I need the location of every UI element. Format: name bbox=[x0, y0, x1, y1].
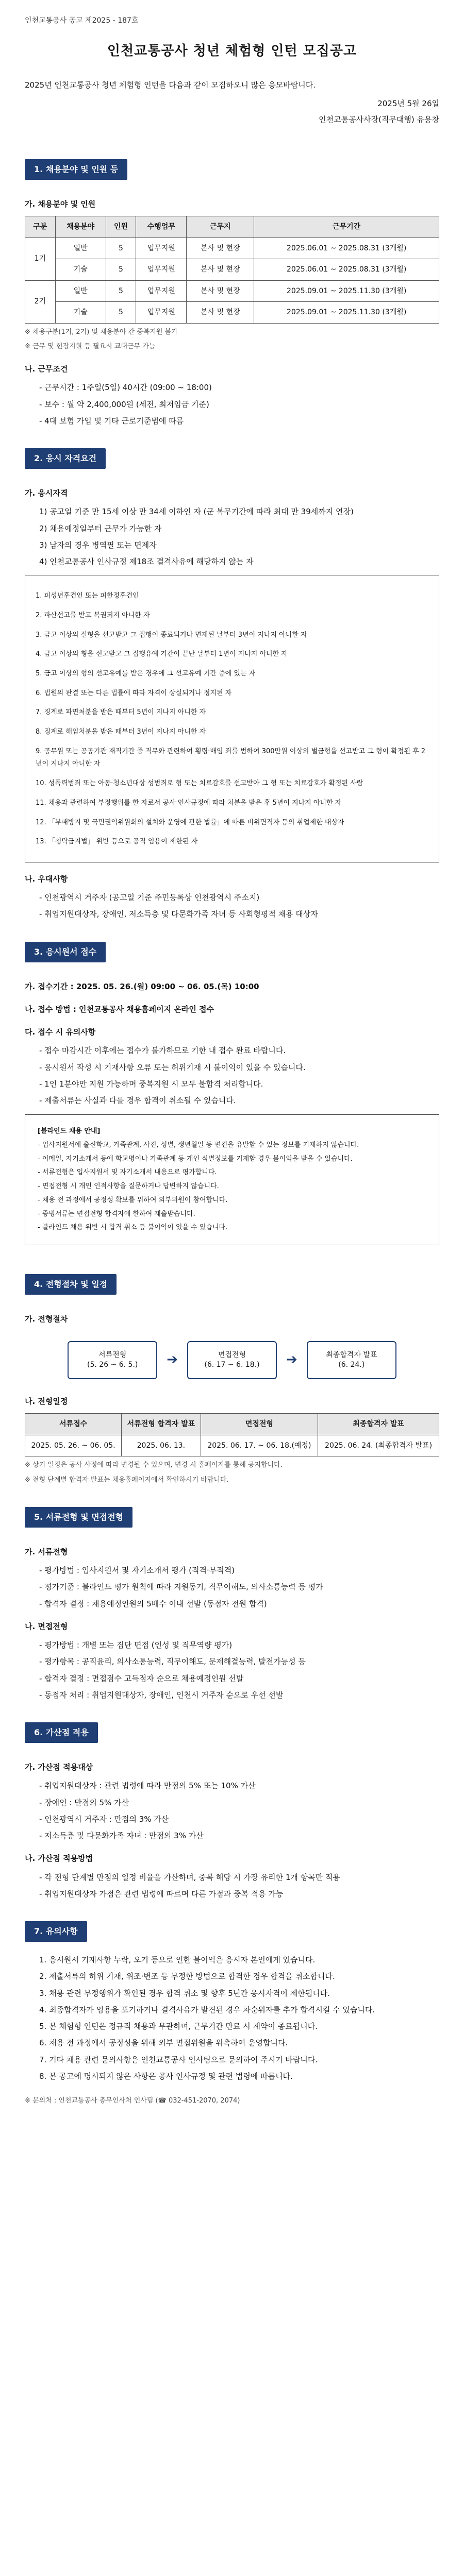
section-5-heading: 5. 서류전형 및 면접전형 bbox=[25, 1507, 132, 1528]
table-row: 기술 5 업무지원 본사 및 현장 2025.06.01 ~ 2025.08.31 (3개월) bbox=[25, 259, 439, 281]
s3-sub-method: 나. 접수 방법 : 인천교통공사 채용홈페이지 온라인 접수 bbox=[25, 1004, 214, 1014]
contact-info: ※ 문의처 : 인천교통공사 총무인사처 인사팀 (☎ 032-451-2070, 2074) bbox=[25, 2097, 240, 2105]
document-line: - 평가방법 : 입사지원서 및 자기소개서 평가 (적격·부적격) bbox=[39, 1566, 235, 1575]
bonus-method-line: - 각 전형 단계별 만점의 일정 비율을 가산하며, 중복 해당 시 가장 유리한 1개 항목만 적용 bbox=[39, 1872, 340, 1882]
preference-line: - 인천광역시 거주자 (공고일 기준 주민등록상 인천광역시 주소지) bbox=[39, 893, 260, 903]
caution-line: 8. 본 공고에 명시되지 않은 사항은 공사 인사규정 및 관련 법령에 따릅니다. bbox=[39, 2071, 293, 2081]
bonus-line: - 취업지원대상자 : 관련 법령에 따라 만점의 5% 또는 10% 가산 bbox=[39, 1781, 256, 1791]
recruit-table-header: 구분 채용분야 인원 수행업무 근무지 근무기간 bbox=[25, 216, 439, 238]
condition-hours: - 근무시간 : 1주일(5일) 40시간 (09:00 ~ 18:00) bbox=[39, 383, 212, 393]
arrow-right-icon: ➔ bbox=[286, 1352, 297, 1368]
process-flow bbox=[25, 1341, 439, 1379]
table-row: 2025. 05. 26. ~ 06. 05. 2025. 06. 13. 2025. 06. 17. ~ 06. 18.(예정) 2025. 06. 24. (최종합격자 발표) bbox=[25, 1435, 439, 1456]
schedule-table-header: 서류접수 서류전형 합격자 발표 면접전형 최종합격자 발표 bbox=[25, 1414, 439, 1435]
caution-line: 5. 본 체험형 인턴은 정규직 채용과 무관하며, 근무기간 만료 시 계약이 종료됩니다. bbox=[39, 2022, 318, 2031]
eligibility-line: 4) 인천교통공사 인사규정 제18조 결격사유에 해당하지 않는 자 bbox=[39, 557, 254, 566]
blind-recruit-box: [블라인드 채용 안내] - 입사지원서에 출신학교, 가족관계, 사진, 성별, 생년월일 등 편견을 유발할 수 있는 정보를 기재하지 않습니다. - 이메일, 자기소개서 등에 학교명이나 가족관계 등 개인 식별정보를 기재할 경우 불이익을 받을 수 있습니다. - 서류전형은 입사지원서 및 자기소개서 내용으로 평가합니다. - 면접전형 시 개인 인적사항을 질문하거나 답변하지 않습니다. - 채용 전 과정에서 공정성 확보를 위하여 외부위원이 참여합니다. - 증빙서류는 면접전형 합격자에 한하여 제출받습니다. - 블라인드 채용 위반 시 합격 취소 등 불이익이 있을 수 있습니다. bbox=[25, 1114, 439, 1245]
schedule-note: ※ 상기 일정은 공사 사정에 따라 변경될 수 있으며, 변경 시 홈페이지를 통해 공지합니다. bbox=[25, 1461, 283, 1469]
eligibility-line: 3) 남자의 경우 병역필 또는 면제자 bbox=[39, 540, 157, 550]
s5-sub-document: 가. 서류전형 bbox=[25, 1547, 68, 1556]
section-2-heading: 2. 응시 자격요건 bbox=[25, 448, 106, 469]
bonus-method-line: - 취업지원대상자 가점은 관련 법령에 따르며 다른 가점과 중복 적용 가능 bbox=[39, 1889, 284, 1899]
caution-line: 4. 최종합격자가 임용을 포기하거나 결격사유가 발견된 경우 차순위자를 추가 합격시킬 수 있습니다. bbox=[39, 2005, 375, 2014]
recruit-note-2: ※ 근무 및 현장지원 등 필요시 교대근무 가능 bbox=[25, 343, 156, 351]
table-row: 기술 5 업무지원 본사 및 현장 2025.09.01 ~ 2025.11.30 (3개월) bbox=[25, 302, 439, 324]
recruit-note-1: ※ 채용구분(1기, 2기) 및 채용분야 간 중복지원 불가 bbox=[25, 328, 178, 336]
eligibility-line: 1) 공고일 기준 만 15세 이상 만 34세 이하인 자 (군 복무기간에 따라 최대 만 39세까지 연장) bbox=[39, 507, 354, 517]
schedule-table bbox=[25, 1413, 439, 1456]
s2-sub-preference: 나. 우대사항 bbox=[25, 874, 68, 884]
blind-recruit-title: [블라인드 채용 안내] bbox=[38, 1127, 101, 1136]
section-3-heading: 3. 응시원서 접수 bbox=[25, 942, 106, 962]
section-7-heading: 7. 유의사항 bbox=[25, 1921, 87, 1942]
bonus-line: - 저소득층 및 다문화가족 자녀 : 만점의 3% 가산 bbox=[39, 1831, 204, 1841]
s6-sub-method: 나. 가산점 적용방법 bbox=[25, 1854, 93, 1863]
table-row: 2기 일반 5 업무지원 본사 및 현장 2025.09.01 ~ 2025.11.30 (3개월) bbox=[25, 280, 439, 302]
document-line: - 평가기준 : 블라인드 평가 원칙에 따라 지원동기, 직무이해도, 의사소통능력 등 평가 bbox=[39, 1582, 323, 1592]
s2-sub-eligibility: 가. 응시자격 bbox=[25, 488, 68, 498]
s1-sub-conditions: 나. 근무조건 bbox=[25, 364, 68, 374]
s3-sub-period: 가. 접수기간 : 2025. 05. 26.(월) 09:00 ~ 06. 05.(목) 10:00 bbox=[25, 981, 259, 991]
s3-sub-notes: 다. 접수 시 유의사항 bbox=[25, 1027, 96, 1037]
condition-pay: - 보수 : 월 약 2,400,000원 (세전, 최저임금 기준) bbox=[39, 399, 209, 409]
lead-text: 2025년 인천교통공사 청년 체험형 인턴을 다음과 같이 모집하오니 많은 응모바랍니다. bbox=[25, 80, 316, 90]
document-line: - 합격자 결정 : 채용예정인원의 5배수 이내 선발 (동점자 전원 합격) bbox=[39, 1599, 267, 1608]
s1-sub-recruit: 가. 채용분야 및 인원 bbox=[25, 199, 96, 209]
application-note: - 제출서류는 사실과 다를 경우 합격이 취소될 수 있습니다. bbox=[39, 1096, 236, 1106]
eligibility-line: 2) 채용예정일부터 근무가 가능한 자 bbox=[39, 523, 162, 533]
bonus-line: - 인천광역시 거주자 : 만점의 3% 가산 bbox=[39, 1814, 169, 1824]
arrow-right-icon: ➔ bbox=[167, 1352, 178, 1368]
s4-sub-schedule: 나. 전형일정 bbox=[25, 1397, 68, 1406]
process-step-interview: 면접전형 (6. 17 ~ 6. 18.) bbox=[187, 1341, 277, 1379]
process-step-final: 최종합격자 발표 (6. 24.) bbox=[307, 1341, 396, 1379]
interview-line: - 평가항목 : 공직윤리, 의사소통능력, 직무이해도, 문제해결능력, 발전가능성 등 bbox=[39, 1657, 306, 1667]
preference-line: - 취업지원대상자, 장애인, 저소득층 및 다문화가족 자녀 등 사회형평적 채용 대상자 bbox=[39, 909, 318, 919]
interview-line: - 동점자 처리 : 취업지원대상자, 장애인, 인천시 거주자 순으로 우선 선발 bbox=[39, 1690, 284, 1700]
application-note: - 응시원서 작성 시 기재사항 오류 또는 허위기재 시 불이익이 있을 수 있습니다. bbox=[39, 1062, 306, 1072]
notice-number: 인천교통공사 공고 제2025 - 187호 bbox=[25, 16, 139, 25]
page-title: 인천교통공사 청년 체험형 인턴 모집공고 bbox=[107, 43, 357, 59]
s6-sub-target: 가. 가산점 적용대상 bbox=[25, 1762, 93, 1772]
section-1-heading: 1. 채용분야 및 인원 등 bbox=[25, 159, 127, 180]
caution-line: 1. 응시원서 기재사항 누락, 오기 등으로 인한 불이익은 응시자 본인에게 있습니다. bbox=[39, 1955, 316, 1965]
condition-insurance: - 4대 보험 가입 및 기타 근로기준법에 따름 bbox=[39, 416, 184, 426]
disqualification-box: 1. 피성년후견인 또는 피한정후견인 2. 파산선고를 받고 복권되지 아니한 자 3. 금고 이상의 실형을 선고받고 그 집행이 종료되거나 면제된 날부터 3년이 지나지 아니한 자 4. 금고 이상의 형을 선고받고 그 집행유예 기간이 끝난 날부터 1년이 지나지 아니한 자 5. 금고 이상의 형의 선고유예를 받은 경우에 그 선고유예 기간 중에 있는 자 6. 법원의 판결 또는 다른 법률에 따라 자격이 상실되거나 정지된 자 7. 징계로 파면처분을 받은 때부터 5년이 지나지 아니한 자 8. 징계로 해임처분을 받은 때부터 3년이 지나지 아니한 자 9. 공무원 또는 공공기관 재직기간 중 직무와 관련하여 횡령·배임 죄를 범하여 300만원 이상의 벌금형을 선고받고 그 형이 확정된 후 2년이 지나지 아니한 자 10. 성폭력범죄 또는 아동·청소년대상 성범죄로 형 또는 치료감호를 선고받아 그 형 또는 치료감호가 확정된 사람 11. 채용과 관련하여 부정행위를 한 자로서 공사 인사규정에 따라 처분을 받은 후 5년이 지나지 아니한 자 12. 「부패방지 및 국민권익위원회의 설치와 운영에 관한 법률」에 따른 비위면직자 등의 취업제한 대상자 13. 「청탁금지법」 위반 등으로 공직 임용이 제한된 자 bbox=[25, 575, 439, 863]
interview-line: - 평가방법 : 개별 또는 집단 면접 (인성 및 직무역량 평가) bbox=[39, 1640, 233, 1650]
notice-signature: 인천교통공사사장(직무대행) 유용창 bbox=[319, 114, 439, 124]
section-4-heading: 4. 전형절차 및 일정 bbox=[25, 1274, 117, 1295]
interview-line: - 합격자 결정 : 면접점수 고득점자 순으로 채용예정인원 선발 bbox=[39, 1673, 244, 1683]
s4-sub-process: 가. 전형절차 bbox=[25, 1314, 68, 1324]
s5-sub-interview: 나. 면접전형 bbox=[25, 1621, 68, 1631]
recruit-table bbox=[25, 216, 439, 324]
section-6-heading: 6. 가산점 적용 bbox=[25, 1722, 98, 1743]
table-row: 1기 일반 5 업무지원 본사 및 현장 2025.06.01 ~ 2025.08.31 (3개월) bbox=[25, 238, 439, 259]
caution-line: 6. 채용 전 과정에서 공정성을 위해 외부 면접위원을 위촉하여 운영합니다. bbox=[39, 2038, 288, 2048]
application-note: - 1인 1분야만 지원 가능하며 중복지원 시 모두 불합격 처리합니다. bbox=[39, 1079, 263, 1089]
schedule-note: ※ 전형 단계별 합격자 발표는 채용홈페이지에서 확인하시기 바랍니다. bbox=[25, 1476, 229, 1484]
application-note: - 접수 마감시간 이후에는 접수가 불가하므로 기한 내 접수 완료 바랍니다. bbox=[39, 1046, 286, 1056]
caution-line: 7. 기타 채용 관련 문의사항은 인천교통공사 인사팀으로 문의하여 주시기 바랍니다. bbox=[39, 2055, 318, 2064]
caution-line: 3. 채용 관련 부정행위가 확인된 경우 합격 취소 및 향후 5년간 응시자격이 제한됩니다. bbox=[39, 1988, 330, 1998]
notice-date: 2025년 5월 26일 bbox=[377, 99, 439, 109]
caution-line: 2. 제출서류의 허위 기재, 위조·변조 등 부정한 방법으로 합격한 경우 합격을 취소합니다. bbox=[39, 1972, 335, 1981]
bonus-line: - 장애인 : 만점의 5% 가산 bbox=[39, 1798, 129, 1807]
process-step-document: 서류전형 (5. 26 ~ 6. 5.) bbox=[68, 1341, 157, 1379]
